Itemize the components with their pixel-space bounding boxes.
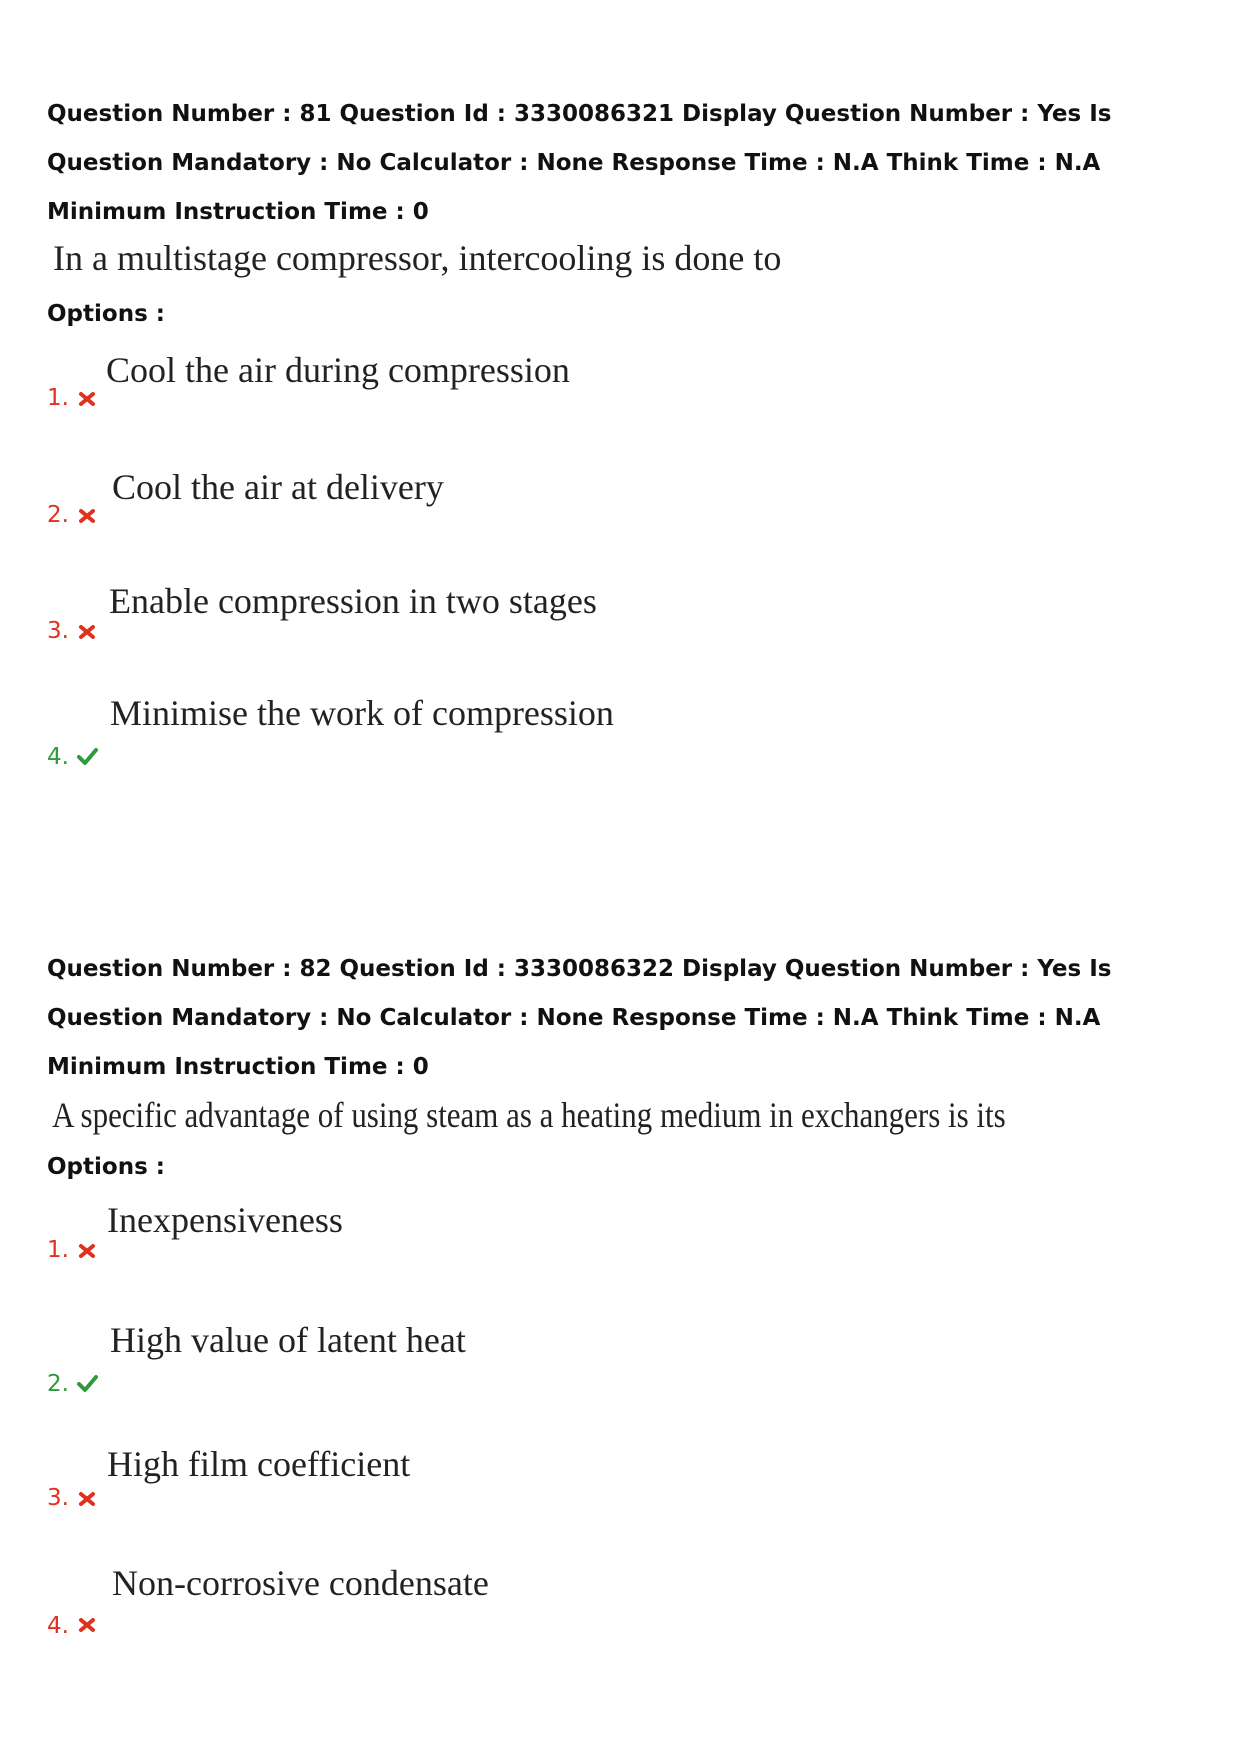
option-text: Cool the air during compression	[106, 350, 570, 390]
option-text: Non-corrosive condensate	[112, 1563, 489, 1603]
question-meta: Question Number : 81 Question Id : 3330086321 Display Question Number : Yes Is Question Mandatory : No Calculator : None Response Time : N.A Think Time : N.A Minimum Instruction Time : 0	[47, 101, 1112, 225]
option-1	[47, 1200, 947, 1264]
options-label: Options :	[47, 1154, 165, 1180]
option-number: 4.	[47, 1613, 69, 1639]
cross-icon	[76, 505, 98, 527]
option-number: 3.	[47, 618, 69, 644]
cross-icon	[76, 1240, 98, 1262]
cross-icon	[76, 1488, 98, 1510]
option-text: Minimise the work of compression	[110, 693, 614, 733]
option-number: 4.	[47, 744, 69, 770]
cross-icon	[76, 388, 98, 410]
option-4	[47, 693, 947, 770]
option-4	[47, 1563, 947, 1640]
option-1	[47, 352, 947, 412]
question-text: A specific advantage of using steam as a heating medium in exchangers is its	[52, 1095, 1006, 1135]
check-icon	[76, 745, 98, 767]
question-meta: Question Number : 82 Question Id : 3330086322 Display Question Number : Yes Is Question Mandatory : No Calculator : None Response Time : N.A Think Time : N.A Minimum Instruction Time : 0	[47, 956, 1112, 1080]
option-number: 1.	[47, 385, 69, 411]
cross-icon	[76, 621, 98, 643]
option-text: High value of latent heat	[110, 1320, 466, 1360]
check-icon	[76, 1372, 98, 1394]
option-2	[47, 469, 947, 529]
option-number: 2.	[47, 1371, 69, 1397]
question-text: In a multistage compressor, intercooling is done to	[53, 238, 782, 278]
option-text: Enable compression in two stages	[109, 581, 597, 621]
question-81	[47, 90, 1207, 329]
option-text: High film coefficient	[107, 1444, 411, 1484]
option-text: Cool the air at delivery	[112, 467, 444, 507]
option-3	[47, 1444, 947, 1512]
option-2	[47, 1320, 947, 1397]
options-label: Options :	[47, 301, 165, 327]
question-82	[47, 945, 1207, 1182]
option-3	[47, 581, 947, 645]
option-number: 2.	[47, 502, 69, 528]
option-text: Inexpensiveness	[107, 1200, 343, 1240]
option-number: 1.	[47, 1237, 69, 1263]
cross-icon	[76, 1614, 98, 1636]
option-number: 3.	[47, 1485, 69, 1511]
